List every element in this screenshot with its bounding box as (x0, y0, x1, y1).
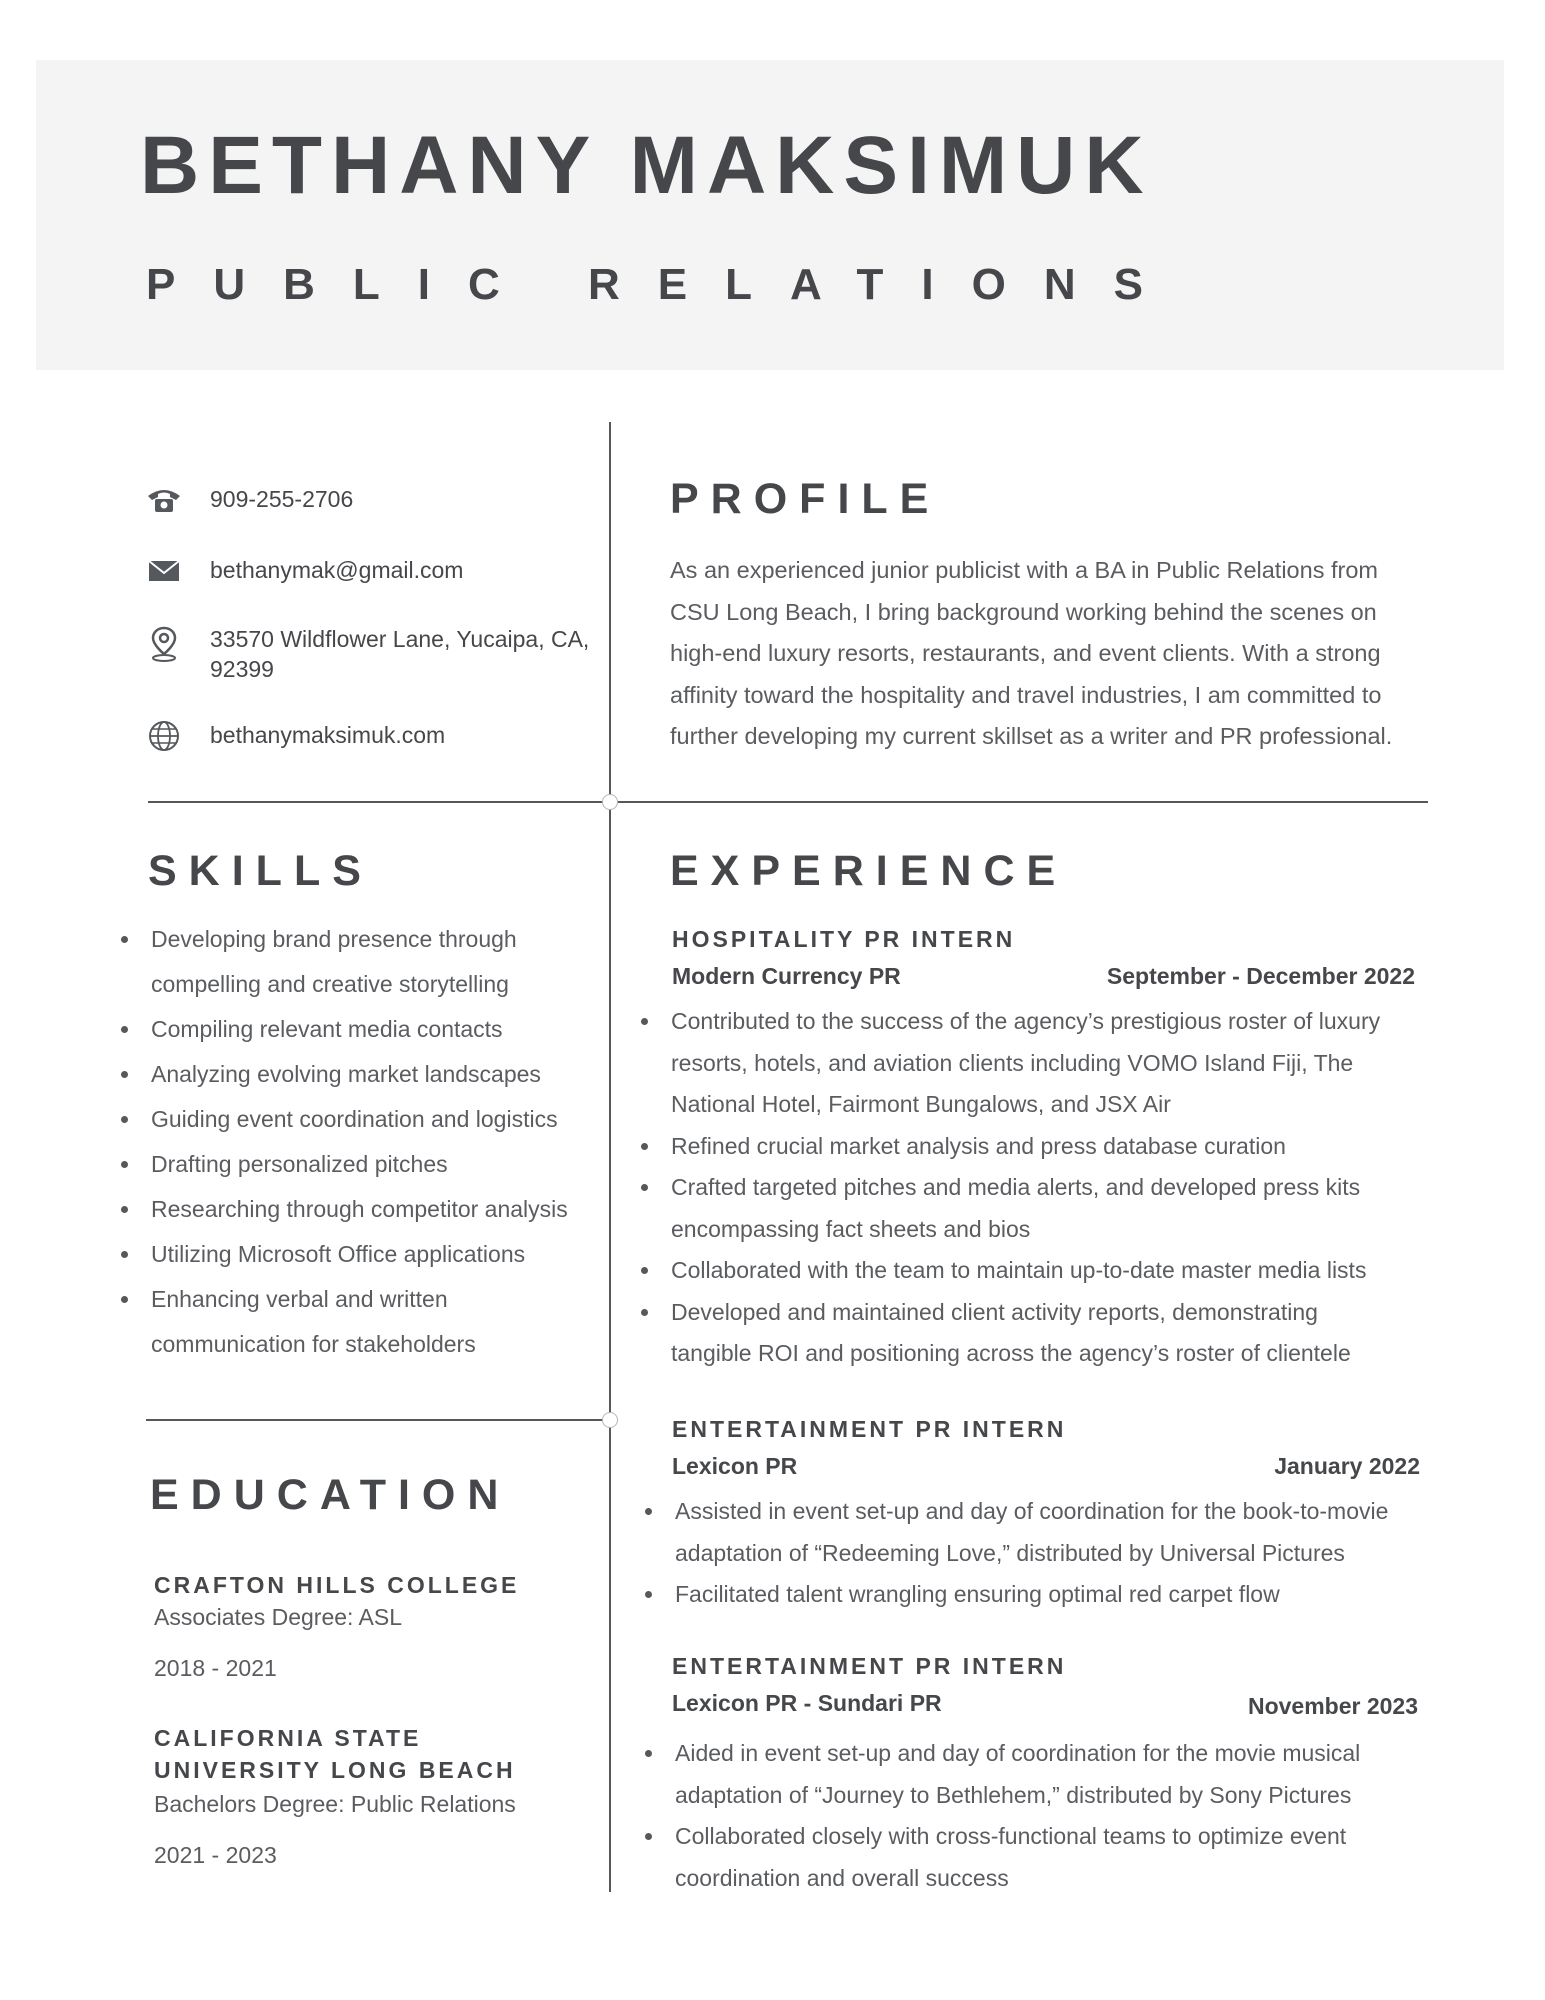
job-bullets (645, 1733, 1435, 1899)
profile-line: high-end luxury resorts, restaurants, and event clients. With a strong (670, 640, 1381, 666)
profile-line: CSU Long Beach, I bring background working behind the scenes on (670, 598, 1377, 625)
phone-icon (146, 484, 182, 516)
list-item: Collaborated closely with cross-functional teams to optimize event coordination and overall success (645, 1816, 1435, 1899)
profile-text (670, 550, 1392, 758)
school-name: CALIFORNIA STATE UNIVERSITY LONG BEACH (154, 1725, 516, 1783)
contact-address (146, 624, 590, 684)
column-divider (609, 422, 611, 1892)
contact-website (146, 720, 445, 752)
email-address: bethanymak@gmail.com (210, 557, 464, 583)
globe-icon (146, 720, 182, 752)
job-dates: September - December 2022 (1106, 963, 1415, 989)
list-item: Researching through competitor analysis (121, 1187, 591, 1232)
candidate-name: BETHANY MAKSIMUK (140, 120, 1153, 211)
divider-upper (148, 801, 1428, 803)
contact-phone (146, 484, 353, 516)
divider-lower (146, 1419, 610, 1421)
street-address: 33570 Wildflower Lane, Yucaipa, CA, 92399 (210, 626, 590, 682)
years: 2021 - 2023 (154, 1842, 277, 1868)
job-dates: January 2022 (1274, 1453, 1420, 1479)
education-heading: EDUCATION (150, 1471, 511, 1519)
job-company-row (672, 1690, 1418, 1720)
job-title: ENTERTAINMENT PR INTERN (672, 1653, 1067, 1679)
list-item: Crafted targeted pitches and media alerts, and developed press kits encompassing fact sheets and bios (641, 1167, 1431, 1250)
profile-line: further developing my current skillset as a writer and PR professional. (670, 723, 1393, 749)
job-company-row (672, 963, 1415, 990)
list-item: Collaborated with the team to maintain up-to-date master media lists (641, 1250, 1431, 1292)
job-title-heading: PUBLIC RELATIONS (146, 260, 1181, 309)
skills-list (121, 917, 591, 1367)
divider-node (602, 1412, 618, 1428)
job-bullets (641, 1001, 1431, 1375)
profile-line: As an experienced junior publicist with a BA in Public Relations from (670, 557, 1378, 583)
list-item: Guiding event coordination and logistics (121, 1097, 591, 1142)
website-url: bethanymaksimuk.com (210, 722, 446, 748)
degree: Bachelors Degree: Public Relations (154, 1791, 516, 1817)
envelope-icon (146, 555, 182, 587)
school-name: CRAFTON HILLS COLLEGE (154, 1572, 520, 1598)
list-item: Analyzing evolving market landscapes (121, 1052, 591, 1097)
skills-heading: SKILLS (148, 847, 373, 895)
location-pin-icon (146, 626, 182, 662)
job-title: HOSPITALITY PR INTERN (672, 926, 1016, 952)
years: 2018 - 2021 (154, 1655, 277, 1681)
job-company-row (672, 1453, 1420, 1480)
company-name: Lexicon PR - Sundari PR (672, 1690, 942, 1716)
list-item: Refined crucial market analysis and press database curation (641, 1126, 1431, 1168)
phone-number: 909-255-2706 (210, 486, 354, 512)
job-dates: November 2023 (1247, 1693, 1418, 1719)
contact-email (146, 555, 463, 587)
list-item: Enhancing verbal and written communication for stakeholders (121, 1277, 591, 1367)
job-bullets (645, 1491, 1435, 1616)
list-item: Contributed to the success of the agency’s prestigious roster of luxury resorts, hotels, and aviation clients including VOMO Island Fiji, The National Hotel, Fairmont Bungalows, and JSX Air (641, 1001, 1431, 1126)
company-name: Modern Currency PR (672, 963, 901, 989)
company-name: Lexicon PR (672, 1453, 798, 1479)
list-item: Utilizing Microsoft Office applications (121, 1232, 591, 1277)
job-title: ENTERTAINMENT PR INTERN (672, 1416, 1067, 1442)
list-item: Aided in event set-up and day of coordination for the movie musical adaptation of “Journey to Bethlehem,” distributed by Sony Pictures (645, 1733, 1435, 1816)
list-item: Assisted in event set-up and day of coordination for the book-to-movie adaptation of “Redeeming Love,” distributed by Universal Pictures (645, 1491, 1435, 1574)
list-item: Developing brand presence through compelling and creative storytelling (121, 917, 591, 1007)
degree: Associates Degree: ASL (154, 1604, 403, 1630)
list-item: Facilitated talent wrangling ensuring optimal red carpet flow (645, 1574, 1435, 1616)
profile-heading: PROFILE (670, 475, 941, 523)
experience-heading: EXPERIENCE (670, 847, 1068, 895)
list-item: Compiling relevant media contacts (121, 1007, 591, 1052)
list-item: Developed and maintained client activity reports, demonstrating tangible ROI and positioning across the agency’s roster of clientele (641, 1292, 1431, 1375)
divider-node (602, 794, 618, 810)
profile-line: affinity toward the hospitality and travel industries, I am committed to (670, 681, 1382, 708)
header-banner (36, 60, 1504, 370)
list-item: Drafting personalized pitches (121, 1142, 591, 1187)
